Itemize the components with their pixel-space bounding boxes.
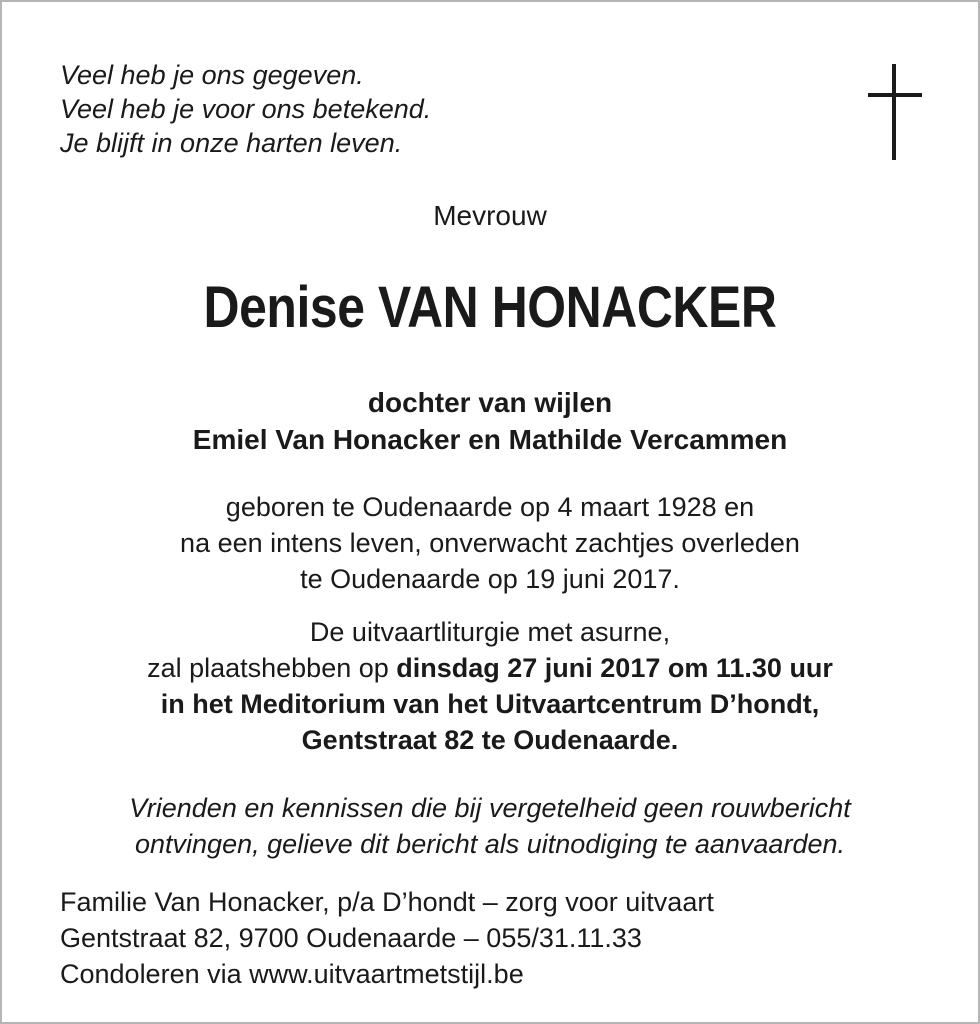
parents-names: Emiel Van Honacker en Mathilde Vercammen	[192, 424, 788, 455]
contact-line: Condoleren via www.uitvaartmetstijl.be	[60, 959, 524, 989]
ceremony-line	[2, 650, 978, 686]
parents-intro: dochter van wijlen	[367, 387, 613, 418]
cross-vertical-bar	[892, 64, 896, 160]
poem-line: Veel heb je ons gegeven.	[60, 60, 364, 90]
ceremony-location: in het Meditorium van het Uitvaartcentrum D’hondt,	[160, 689, 820, 719]
friends-note-line: ontvingen, gelieve dit bericht als uitnodiging te aanvaarden.	[135, 829, 845, 859]
poem	[60, 58, 431, 160]
contact-block	[60, 884, 714, 992]
ceremony-address: Gentstraat 82 te Oudenaarde.	[301, 725, 679, 755]
birth-death-line: geboren te Oudenaarde op 4 maart 1928 en	[225, 492, 755, 522]
poem-line: Veel heb je voor ons betekend.	[60, 94, 432, 124]
birth-death-line: na een intens leven, onverwacht zachtjes overleden	[180, 528, 800, 558]
parents-block	[2, 384, 978, 458]
deceased-name: Denise VAN HONACKER	[203, 275, 777, 340]
birth-death-line: te Oudenaarde op 19 juni 2017.	[300, 564, 680, 594]
contact-line: Gentstraat 82, 9700 Oudenaarde – 055/31.11.33	[60, 923, 642, 953]
ceremony-block	[2, 614, 978, 758]
poem-line: Je blijft in onze harten leven.	[60, 128, 403, 158]
title-prefix: Mevrouw	[433, 200, 547, 231]
birth-death-block	[2, 489, 978, 597]
latin-cross-icon	[866, 64, 924, 160]
cross-horizontal-bar	[868, 93, 922, 97]
ceremony-line: De uitvaartliturgie met asurne,	[309, 617, 671, 647]
ceremony-intro: zal plaatshebben op	[147, 653, 397, 683]
friends-note	[2, 790, 978, 862]
friends-note-line: Vrienden en kennissen die bij vergetelheid geen rouwbericht	[129, 793, 851, 823]
ceremony-date: dinsdag 27 juni 2017 om 11.30 uur	[396, 653, 833, 683]
contact-line: Familie Van Honacker, p/a D’hondt – zorg voor uitvaart	[60, 887, 714, 917]
